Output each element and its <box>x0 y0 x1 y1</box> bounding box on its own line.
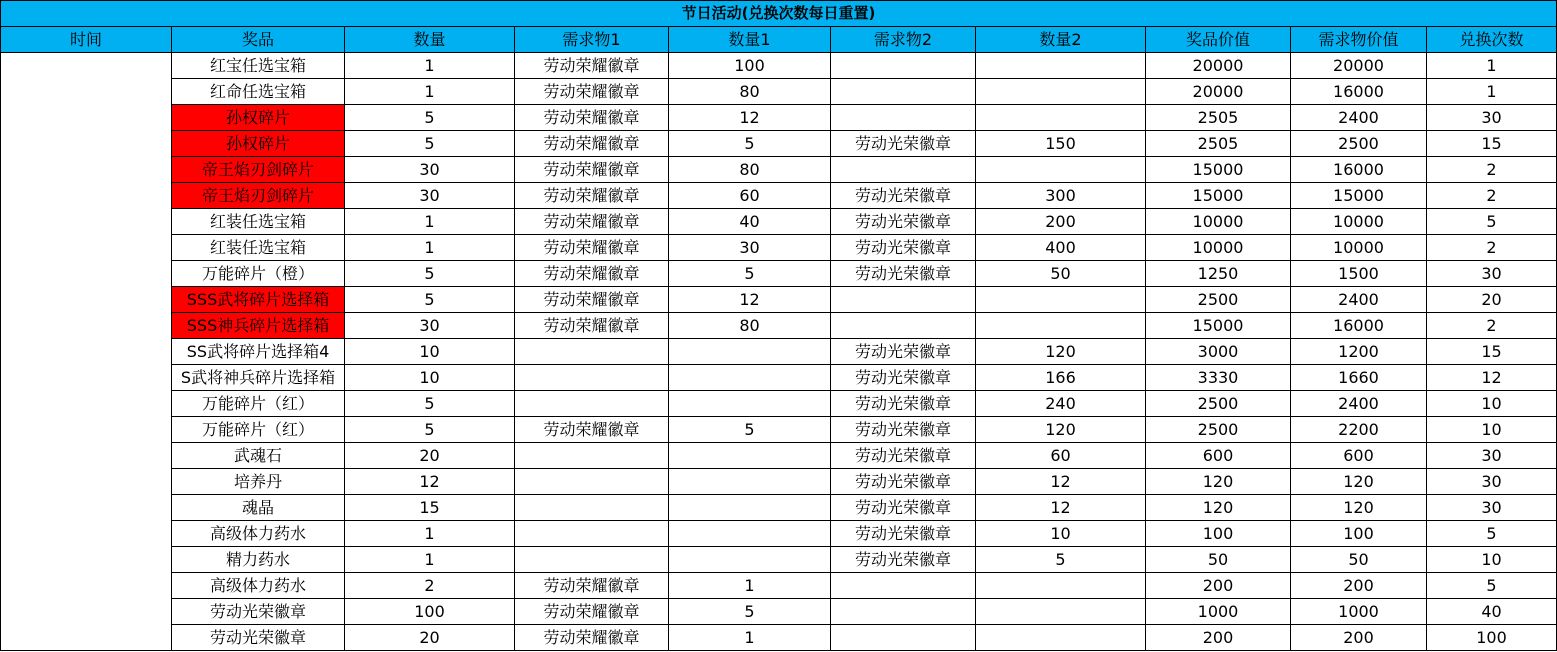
qty1-cell: 5 <box>669 417 831 443</box>
req2-cell: 劳动光荣徽章 <box>831 521 976 547</box>
req1-cell: 劳动荣耀徽章 <box>515 313 669 339</box>
req-value-cell: 200 <box>1291 625 1427 651</box>
header-time: 时间 <box>1 27 172 53</box>
qty-cell: 2 <box>345 573 515 599</box>
req1-cell: 劳动荣耀徽章 <box>515 261 669 287</box>
qty-cell: 1 <box>345 79 515 105</box>
times-cell: 100 <box>1427 625 1557 651</box>
times-cell: 30 <box>1427 261 1557 287</box>
prize-value-cell: 20000 <box>1146 53 1291 79</box>
req1-cell <box>515 443 669 469</box>
prize-value-cell: 1000 <box>1146 599 1291 625</box>
prize-value-cell: 2500 <box>1146 287 1291 313</box>
qty-cell: 5 <box>345 105 515 131</box>
qty1-cell <box>669 469 831 495</box>
req1-cell <box>515 391 669 417</box>
qty1-cell: 5 <box>669 599 831 625</box>
time-cell <box>1 53 172 651</box>
prize-value-cell: 100 <box>1146 521 1291 547</box>
prize-value-cell: 200 <box>1146 625 1291 651</box>
header-qty1: 数量1 <box>669 27 831 53</box>
qty2-cell <box>976 53 1146 79</box>
req2-cell: 劳动光荣徽章 <box>831 131 976 157</box>
table-row <box>1 599 1557 625</box>
qty1-cell <box>669 339 831 365</box>
req1-cell: 劳动荣耀徽章 <box>515 209 669 235</box>
req2-cell: 劳动光荣徽章 <box>831 391 976 417</box>
qty-cell: 15 <box>345 495 515 521</box>
times-cell: 12 <box>1427 365 1557 391</box>
req1-cell <box>515 365 669 391</box>
req2-cell <box>831 599 976 625</box>
qty-cell: 5 <box>345 261 515 287</box>
qty1-cell: 5 <box>669 261 831 287</box>
qty1-cell: 1 <box>669 573 831 599</box>
qty-cell: 1 <box>345 235 515 261</box>
times-cell: 15 <box>1427 339 1557 365</box>
prize-cell: 万能碎片（红） <box>172 417 345 443</box>
times-cell: 15 <box>1427 131 1557 157</box>
qty-cell: 5 <box>345 131 515 157</box>
times-cell: 30 <box>1427 105 1557 131</box>
prize-cell: SSS神兵碎片选择箱 <box>172 313 345 339</box>
qty-cell: 10 <box>345 365 515 391</box>
qty2-cell <box>976 105 1146 131</box>
req1-cell: 劳动荣耀徽章 <box>515 235 669 261</box>
prize-value-cell: 2500 <box>1146 391 1291 417</box>
prize-cell: 高级体力药水 <box>172 573 345 599</box>
req-value-cell: 1000 <box>1291 599 1427 625</box>
req1-cell: 劳动荣耀徽章 <box>515 79 669 105</box>
table-row <box>1 339 1557 365</box>
table-row <box>1 391 1557 417</box>
qty2-cell <box>976 157 1146 183</box>
req-value-cell: 15000 <box>1291 183 1427 209</box>
qty-cell: 5 <box>345 417 515 443</box>
qty-cell: 10 <box>345 339 515 365</box>
qty2-cell <box>976 573 1146 599</box>
prize-cell: 红命任选宝箱 <box>172 79 345 105</box>
times-cell: 10 <box>1427 391 1557 417</box>
prize-value-cell: 15000 <box>1146 157 1291 183</box>
times-cell: 1 <box>1427 79 1557 105</box>
prize-value-cell: 15000 <box>1146 313 1291 339</box>
req-value-cell: 16000 <box>1291 313 1427 339</box>
req1-cell: 劳动荣耀徽章 <box>515 157 669 183</box>
qty-cell: 1 <box>345 521 515 547</box>
header-req-value: 需求物价值 <box>1291 27 1427 53</box>
prize-cell: 培养丹 <box>172 469 345 495</box>
req2-cell: 劳动光荣徽章 <box>831 365 976 391</box>
prize-value-cell: 3000 <box>1146 339 1291 365</box>
sheet-title: 节日活动(兑换次数每日重置) <box>1 1 1557 27</box>
times-cell: 30 <box>1427 469 1557 495</box>
req-value-cell: 2400 <box>1291 287 1427 313</box>
req1-cell <box>515 339 669 365</box>
qty1-cell: 80 <box>669 313 831 339</box>
times-cell: 5 <box>1427 573 1557 599</box>
times-cell: 5 <box>1427 209 1557 235</box>
qty-cell: 5 <box>345 287 515 313</box>
prize-value-cell: 600 <box>1146 443 1291 469</box>
qty1-cell: 80 <box>669 79 831 105</box>
qty2-cell: 240 <box>976 391 1146 417</box>
req2-cell: 劳动光荣徽章 <box>831 339 976 365</box>
qty1-cell: 30 <box>669 235 831 261</box>
table-row <box>1 573 1557 599</box>
prize-cell: 万能碎片（橙） <box>172 261 345 287</box>
prize-cell: 武魂石 <box>172 443 345 469</box>
req2-cell: 劳动光荣徽章 <box>831 183 976 209</box>
table-row <box>1 157 1557 183</box>
req1-cell: 劳动荣耀徽章 <box>515 183 669 209</box>
header-qty2: 数量2 <box>976 27 1146 53</box>
req1-cell <box>515 469 669 495</box>
req-value-cell: 2400 <box>1291 105 1427 131</box>
req2-cell <box>831 625 976 651</box>
times-cell: 2 <box>1427 313 1557 339</box>
req2-cell <box>831 157 976 183</box>
req-value-cell: 100 <box>1291 521 1427 547</box>
req2-cell: 劳动光荣徽章 <box>831 443 976 469</box>
prize-cell: 魂晶 <box>172 495 345 521</box>
qty2-cell: 300 <box>976 183 1146 209</box>
req1-cell <box>515 547 669 573</box>
req-value-cell: 10000 <box>1291 209 1427 235</box>
table-row <box>1 131 1557 157</box>
qty1-cell: 5 <box>669 131 831 157</box>
qty1-cell <box>669 443 831 469</box>
qty-cell: 30 <box>345 313 515 339</box>
table-row <box>1 79 1557 105</box>
prize-cell: 帝王焰刃剑碎片 <box>172 183 345 209</box>
table-row <box>1 209 1557 235</box>
req1-cell: 劳动荣耀徽章 <box>515 105 669 131</box>
qty2-cell: 120 <box>976 339 1146 365</box>
table-row <box>1 261 1557 287</box>
qty1-cell: 1 <box>669 625 831 651</box>
qty2-cell: 60 <box>976 443 1146 469</box>
prize-value-cell: 2505 <box>1146 131 1291 157</box>
qty1-cell: 100 <box>669 53 831 79</box>
qty1-cell: 12 <box>669 287 831 313</box>
prize-cell: 精力药水 <box>172 547 345 573</box>
header-prize-value: 奖品价值 <box>1146 27 1291 53</box>
req2-cell: 劳动光荣徽章 <box>831 235 976 261</box>
header-times: 兑换次数 <box>1427 27 1557 53</box>
qty1-cell: 12 <box>669 105 831 131</box>
qty2-cell: 12 <box>976 495 1146 521</box>
times-cell: 2 <box>1427 183 1557 209</box>
req2-cell: 劳动光荣徽章 <box>831 261 976 287</box>
table-row <box>1 443 1557 469</box>
req1-cell: 劳动荣耀徽章 <box>515 53 669 79</box>
req2-cell <box>831 79 976 105</box>
qty2-cell: 120 <box>976 417 1146 443</box>
title-row <box>1 1 1557 27</box>
prize-value-cell: 200 <box>1146 573 1291 599</box>
qty2-cell: 50 <box>976 261 1146 287</box>
qty1-cell: 40 <box>669 209 831 235</box>
prize-cell: 劳动光荣徽章 <box>172 599 345 625</box>
req-value-cell: 16000 <box>1291 79 1427 105</box>
header-req1: 需求物1 <box>515 27 669 53</box>
prize-cell: SS武将碎片选择箱4 <box>172 339 345 365</box>
prize-value-cell: 120 <box>1146 495 1291 521</box>
req-value-cell: 20000 <box>1291 53 1427 79</box>
table-row <box>1 521 1557 547</box>
prize-value-cell: 20000 <box>1146 79 1291 105</box>
req1-cell: 劳动荣耀徽章 <box>515 625 669 651</box>
prize-cell: 劳动光荣徽章 <box>172 625 345 651</box>
prize-cell: 孙权碎片 <box>172 105 345 131</box>
req-value-cell: 600 <box>1291 443 1427 469</box>
qty-cell: 30 <box>345 157 515 183</box>
req-value-cell: 1500 <box>1291 261 1427 287</box>
header-req2: 需求物2 <box>831 27 976 53</box>
times-cell: 10 <box>1427 417 1557 443</box>
prize-cell: 万能碎片（红） <box>172 391 345 417</box>
qty2-cell: 400 <box>976 235 1146 261</box>
req1-cell: 劳动荣耀徽章 <box>515 131 669 157</box>
req2-cell <box>831 313 976 339</box>
prize-value-cell: 10000 <box>1146 209 1291 235</box>
req-value-cell: 2400 <box>1291 391 1427 417</box>
qty-cell: 20 <box>345 443 515 469</box>
qty-cell: 30 <box>345 183 515 209</box>
table-row <box>1 313 1557 339</box>
qty1-cell <box>669 365 831 391</box>
times-cell: 40 <box>1427 599 1557 625</box>
req2-cell: 劳动光荣徽章 <box>831 417 976 443</box>
req-value-cell: 120 <box>1291 469 1427 495</box>
qty1-cell: 60 <box>669 183 831 209</box>
req2-cell: 劳动光荣徽章 <box>831 209 976 235</box>
req-value-cell: 1200 <box>1291 339 1427 365</box>
header-prize: 奖品 <box>172 27 345 53</box>
times-cell: 2 <box>1427 235 1557 261</box>
req-value-cell: 2200 <box>1291 417 1427 443</box>
qty2-cell: 5 <box>976 547 1146 573</box>
req2-cell: 劳动光荣徽章 <box>831 495 976 521</box>
table-row <box>1 547 1557 573</box>
qty2-cell <box>976 313 1146 339</box>
header-qty: 数量 <box>345 27 515 53</box>
prize-cell: 红宝任选宝箱 <box>172 53 345 79</box>
qty1-cell: 80 <box>669 157 831 183</box>
prize-cell: 红装任选宝箱 <box>172 235 345 261</box>
qty1-cell <box>669 521 831 547</box>
header-row <box>1 27 1557 53</box>
req-value-cell: 16000 <box>1291 157 1427 183</box>
req-value-cell: 2500 <box>1291 131 1427 157</box>
prize-value-cell: 2500 <box>1146 417 1291 443</box>
table-row <box>1 417 1557 443</box>
prize-value-cell: 3330 <box>1146 365 1291 391</box>
qty2-cell <box>976 287 1146 313</box>
prize-cell: S武将神兵碎片选择箱 <box>172 365 345 391</box>
prize-value-cell: 1250 <box>1146 261 1291 287</box>
times-cell: 2 <box>1427 157 1557 183</box>
times-cell: 10 <box>1427 547 1557 573</box>
times-cell: 30 <box>1427 495 1557 521</box>
req-value-cell: 10000 <box>1291 235 1427 261</box>
qty-cell: 20 <box>345 625 515 651</box>
qty2-cell <box>976 79 1146 105</box>
req-value-cell: 50 <box>1291 547 1427 573</box>
req1-cell: 劳动荣耀徽章 <box>515 417 669 443</box>
prize-cell: 高级体力药水 <box>172 521 345 547</box>
table-row <box>1 287 1557 313</box>
qty1-cell <box>669 547 831 573</box>
prize-value-cell: 15000 <box>1146 183 1291 209</box>
times-cell: 20 <box>1427 287 1557 313</box>
req2-cell <box>831 573 976 599</box>
qty-cell: 100 <box>345 599 515 625</box>
req2-cell: 劳动光荣徽章 <box>831 469 976 495</box>
qty2-cell <box>976 625 1146 651</box>
prize-value-cell: 2505 <box>1146 105 1291 131</box>
prize-cell: 孙权碎片 <box>172 131 345 157</box>
prize-value-cell: 120 <box>1146 469 1291 495</box>
qty-cell: 12 <box>345 469 515 495</box>
qty-cell: 1 <box>345 547 515 573</box>
table-row <box>1 53 1557 79</box>
qty-cell: 1 <box>345 209 515 235</box>
qty-cell: 1 <box>345 53 515 79</box>
req1-cell <box>515 521 669 547</box>
req-value-cell: 120 <box>1291 495 1427 521</box>
qty1-cell <box>669 391 831 417</box>
req2-cell: 劳动光荣徽章 <box>831 547 976 573</box>
prize-cell: 红装任选宝箱 <box>172 209 345 235</box>
req1-cell <box>515 495 669 521</box>
table-row <box>1 625 1557 651</box>
table-row <box>1 105 1557 131</box>
prize-cell: 帝王焰刃剑碎片 <box>172 157 345 183</box>
qty2-cell: 166 <box>976 365 1146 391</box>
req1-cell: 劳动荣耀徽章 <box>515 287 669 313</box>
qty2-cell: 12 <box>976 469 1146 495</box>
prize-value-cell: 50 <box>1146 547 1291 573</box>
req1-cell: 劳动荣耀徽章 <box>515 599 669 625</box>
req2-cell <box>831 53 976 79</box>
prize-cell: SSS武将碎片选择箱 <box>172 287 345 313</box>
times-cell: 30 <box>1427 443 1557 469</box>
qty2-cell: 200 <box>976 209 1146 235</box>
qty2-cell <box>976 599 1146 625</box>
table-row <box>1 235 1557 261</box>
qty1-cell <box>669 495 831 521</box>
req2-cell <box>831 105 976 131</box>
times-cell: 5 <box>1427 521 1557 547</box>
prize-value-cell: 10000 <box>1146 235 1291 261</box>
req2-cell <box>831 287 976 313</box>
table-row <box>1 469 1557 495</box>
table-row <box>1 365 1557 391</box>
table-row <box>1 495 1557 521</box>
qty2-cell: 150 <box>976 131 1146 157</box>
table-row <box>1 183 1557 209</box>
req-value-cell: 1660 <box>1291 365 1427 391</box>
qty2-cell: 10 <box>976 521 1146 547</box>
req1-cell: 劳动荣耀徽章 <box>515 573 669 599</box>
times-cell: 1 <box>1427 53 1557 79</box>
req-value-cell: 200 <box>1291 573 1427 599</box>
qty-cell: 5 <box>345 391 515 417</box>
